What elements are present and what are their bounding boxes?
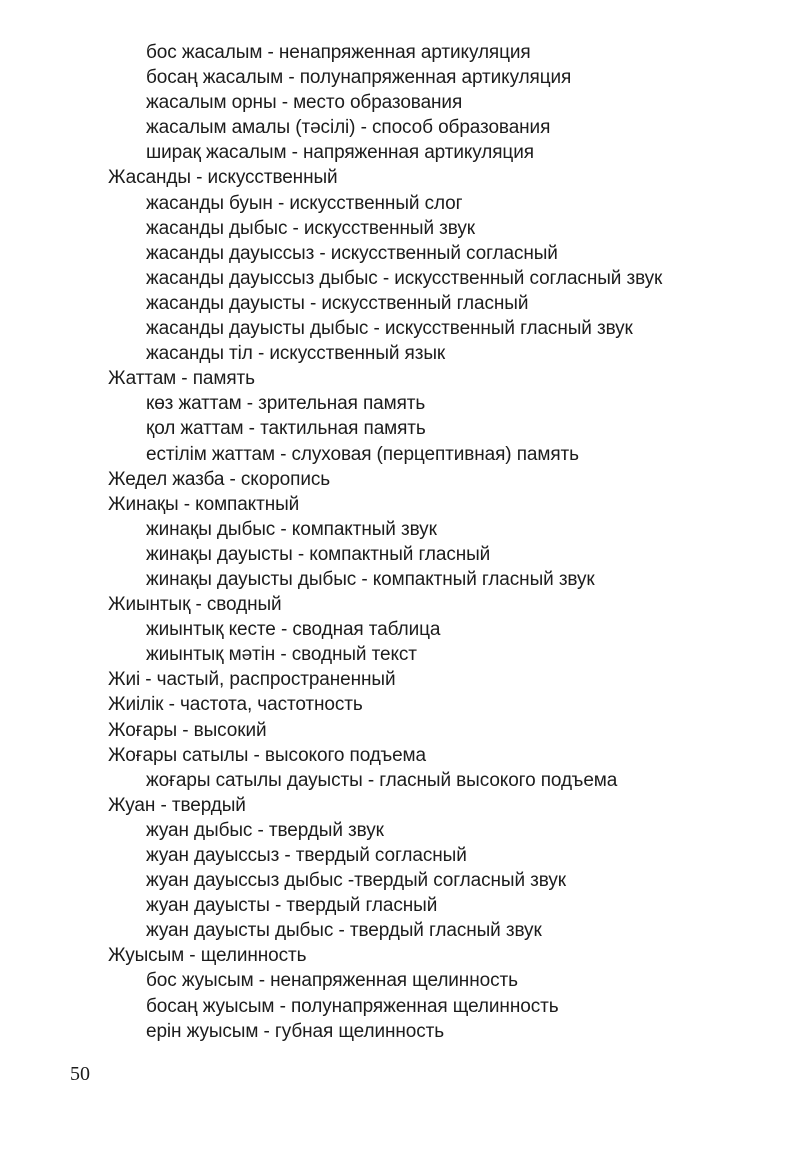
sub-entry: жиынтық кесте - сводная таблица <box>146 619 441 641</box>
sub-entry: жуан дауысты - твердый гласный <box>146 895 438 917</box>
headword-entry: Жоғары сатылы - высокого подъема <box>108 744 426 766</box>
headword-entry: Жиі - частый, распространенный <box>108 669 396 691</box>
sub-entry: жасанды дауысты - искусственный гласный <box>146 292 529 314</box>
sub-entry: жасанды дауысты дыбыс - искусственный гласный звук <box>146 318 633 340</box>
sub-entry: көз жаттам - зрительная память <box>146 393 426 415</box>
sub-entry: жасанды дауыссыз - искусственный согласный <box>146 242 558 264</box>
sub-entry: естілім жаттам - слуховая (перцептивная) память <box>146 443 579 465</box>
sub-entry: жуан дауыссыз дыбыс -твердый согласный звук <box>146 870 566 892</box>
sub-entry: жинақы дыбыс - компактный звук <box>146 518 437 540</box>
sub-entry: жуан дыбыс - твердый звук <box>146 819 384 841</box>
sub-entry: жасанды буын - искусственный слог <box>146 192 463 214</box>
sub-entry: жасанды дауыссыз дыбыс - искусственный согласный звук <box>146 267 663 289</box>
sub-entry: жасалым орны - место образования <box>146 92 463 114</box>
sub-entry: бос жуысым - ненапряженная щелинность <box>146 970 518 992</box>
sub-entry: жуан дауыссыз - твердый согласный <box>146 845 467 866</box>
headword-entry: Жиынтық - сводный <box>108 594 282 616</box>
sub-entry: босаң жуысым - полунапряженная щелинность <box>146 995 559 1017</box>
sub-entry: жиынтық мәтін - сводный текст <box>146 644 417 666</box>
glossary-entry-list <box>108 40 788 1044</box>
sub-entry: ширақ жасалым - напряженная артикуляция <box>146 142 534 164</box>
sub-entry: ерін жуысым - губная щелинность <box>146 1020 445 1042</box>
sub-entry: жасанды тіл - искусственный язык <box>146 343 446 365</box>
sub-entry: жуан дауысты дыбыс - твердый гласный звук <box>146 920 542 942</box>
headword-entry: Жасанды - искусственный <box>108 167 338 189</box>
sub-entry: бос жасалым - ненапряженная артикуляция <box>146 42 531 63</box>
sub-entry: жинақы дауысты - компактный гласный <box>146 543 491 565</box>
headword-entry: Жуан - твердый <box>108 794 246 816</box>
sub-entry: жасанды дыбыс - искусственный звук <box>146 217 475 239</box>
sub-entry: босаң жасалым - полунапряженная артикуляция <box>146 67 572 89</box>
headword-entry: Жоғары - высокий <box>108 719 267 741</box>
headword-entry: Жаттам - память <box>108 368 255 390</box>
sub-entry: жасалым амалы (тәсілі) - способ образования <box>146 117 551 139</box>
headword-entry: Жинақы - компактный <box>108 493 300 515</box>
headword-entry: Жиілік - частота, частотность <box>108 694 363 716</box>
sub-entry: қол жаттам - тактильная память <box>146 418 426 440</box>
sub-entry: жинақы дауысты дыбыс - компактный гласный звук <box>146 568 595 590</box>
sub-entry: жоғары сатылы дауысты - гласный высокого подъема <box>146 769 618 791</box>
page-number: 50 <box>70 1063 90 1085</box>
headword-entry: Жедел жазба - скоропись <box>108 468 331 490</box>
headword-entry: Жуысым - щелинность <box>108 945 307 967</box>
